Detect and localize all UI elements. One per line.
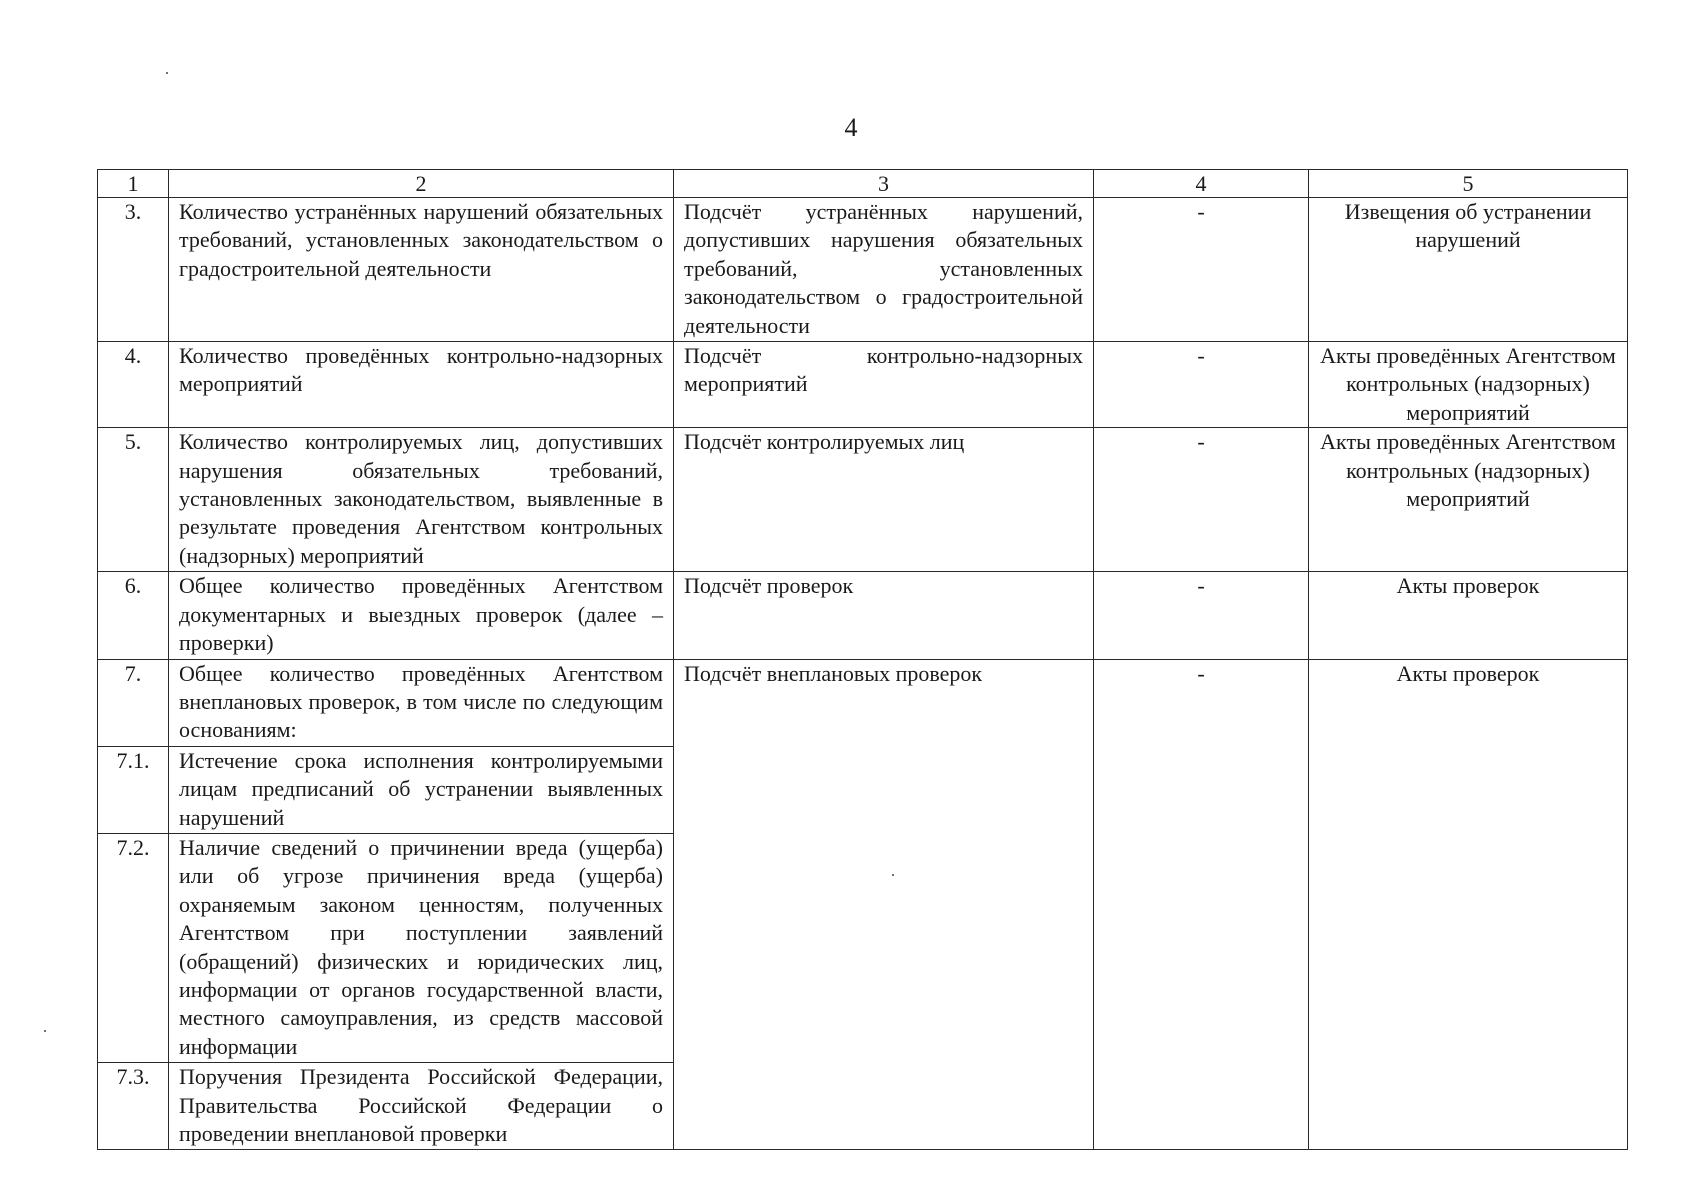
- page-number: 4: [844, 113, 858, 142]
- row-number: 3.: [98, 198, 169, 342]
- col4-cell: -: [1094, 659, 1309, 1150]
- table-row: [98, 198, 1628, 342]
- indicator-cell: Поручения Президента Российской Федерации, Правительства Российской Федерации о проведении внеплановой проверки: [169, 1063, 674, 1150]
- row-number: 7.: [98, 659, 169, 746]
- method-cell: Подсчёт внеплановых проверок: [674, 659, 1094, 1150]
- method-cell: Подсчёт контролируемых лиц: [674, 428, 1094, 572]
- scan-speck: [166, 72, 168, 74]
- source-cell: Акты проверок: [1309, 659, 1628, 1150]
- header-cell-4: 4: [1094, 170, 1309, 198]
- method-cell: Подсчёт проверок: [674, 572, 1094, 659]
- source-cell: Акты проверок: [1309, 572, 1628, 659]
- header-cell-5: 5: [1309, 170, 1628, 198]
- table-header-row: [98, 170, 1628, 198]
- method-cell: Подсчёт устранённых нарушений, допустивших нарушения обязательных требований, установленных законодательством о градостроительной деятельности: [674, 198, 1094, 342]
- source-cell: Акты проведённых Агентством контрольных (надзорных) мероприятий: [1309, 428, 1628, 572]
- indicator-cell: Количество проведённых контрольно-надзорных мероприятий: [169, 342, 674, 428]
- row-number: 4.: [98, 342, 169, 428]
- row-number: 6.: [98, 572, 169, 659]
- indicator-cell: Общее количество проведённых Агентством документарных и выездных проверок (далее – проверки): [169, 572, 674, 659]
- scan-speck: [44, 1030, 46, 1032]
- indicator-cell: Количество контролируемых лиц, допустивших нарушения обязательных требований, установленных законодательством, выявленные в результате проведения Агентством контрольных (надзорных) мероприятий: [169, 428, 674, 572]
- col4-cell: -: [1094, 428, 1309, 572]
- header-cell-2: 2: [169, 170, 674, 198]
- indicator-cell: Количество устранённых нарушений обязательных требований, установленных законодательством о градостроительной деятельности: [169, 198, 674, 342]
- source-cell: Извещения об устранении нарушений: [1309, 198, 1628, 342]
- col4-cell: -: [1094, 342, 1309, 428]
- indicator-cell: Общее количество проведённых Агентством внеплановых проверок, в том числе по следующим основаниям:: [169, 659, 674, 746]
- table-row: [98, 342, 1628, 428]
- row-number: 7.3.: [98, 1063, 169, 1150]
- indicator-cell: Истечение срока исполнения контролируемыми лицам предписаний об устранении выявленных нарушений: [169, 746, 674, 833]
- row-number: 7.1.: [98, 746, 169, 833]
- col4-cell: -: [1094, 198, 1309, 342]
- method-cell: Подсчёт контрольно-надзорных мероприятий: [674, 342, 1094, 428]
- indicators-table: [97, 169, 1628, 1150]
- header-cell-1: 1: [98, 170, 169, 198]
- row-number: 7.2.: [98, 833, 169, 1062]
- table-row: [98, 428, 1628, 572]
- table-row: [98, 659, 1628, 746]
- header-cell-3: 3: [674, 170, 1094, 198]
- row-number: 5.: [98, 428, 169, 572]
- col4-cell: -: [1094, 572, 1309, 659]
- indicator-cell: Наличие сведений о причинении вреда (ущерба) или об угрозе причинения вреда (ущерба) охраняемым законом ценностям, полученных Агентством при поступлении заявлений (обращений) физических и юридических лиц, информации от органов государственной власти, местного самоуправления, из средств массовой информации: [169, 833, 674, 1062]
- source-cell: Акты проведённых Агентством контрольных (надзорных) мероприятий: [1309, 342, 1628, 428]
- table-row: [98, 572, 1628, 659]
